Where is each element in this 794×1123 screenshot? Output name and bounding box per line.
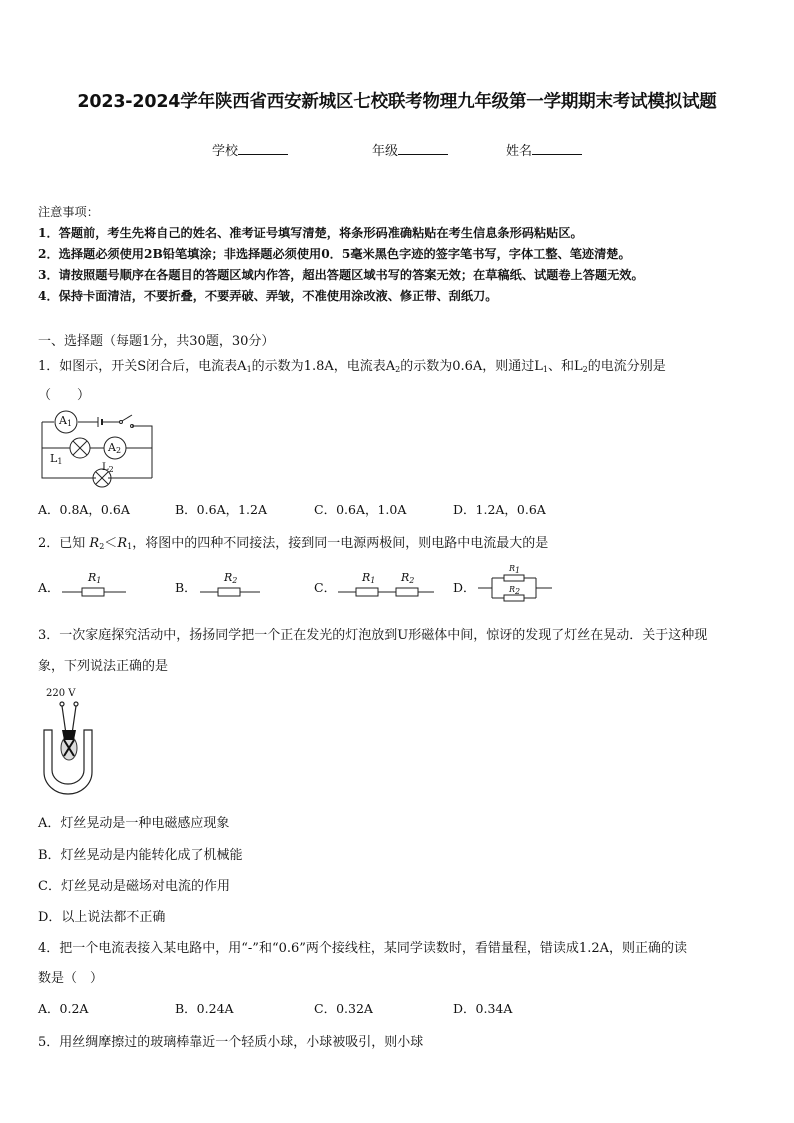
q1-option-c[interactable]: C．0.6A，1.0A: [314, 502, 407, 517]
grade-blank[interactable]: [398, 142, 448, 155]
q3-option-a[interactable]: A．灯丝晃动是一种电磁感应现象: [38, 816, 230, 831]
grade-field: [372, 140, 448, 159]
q2-option-c[interactable]: C．: [314, 580, 337, 595]
q1-option-a[interactable]: A．0.8A，0.6A: [38, 502, 130, 517]
lamp-l2-label: $L_2$: [102, 462, 114, 474]
ammeter-a1-label: $A_1$: [59, 414, 73, 428]
notice-item-3: 3．请按照题号顺序在各题目的答题区域内作答，超出答题区域书写的答案无效；在草稿纸、试题卷上答题无效。: [38, 268, 644, 282]
q4-option-c[interactable]: C．0.32A: [314, 1001, 373, 1016]
question-4-line-1: 4．把一个电流表接入某电路中，用“-”和“0.6”两个接线柱，某同学读数时，看错量程，错读成1.2A，则正确的读: [38, 941, 687, 956]
question-4-line-2: 数是（ ）: [38, 971, 104, 986]
q2-option-d[interactable]: D．: [453, 580, 476, 595]
q3-option-b[interactable]: B．灯丝晃动是内能转化成了机械能: [38, 848, 243, 863]
page-title: 2023-2024学年陕西省西安新城区七校联考物理九年级第一学期期末考试模拟试题: [77, 92, 717, 112]
ammeter-a2-label: $A_2$: [108, 441, 122, 455]
name-field: [506, 140, 582, 159]
q3-option-c[interactable]: C．灯丝晃动是磁场对电流的作用: [38, 879, 230, 894]
lamp-l1-label: $L_1$: [50, 452, 63, 466]
q4-option-d[interactable]: D．0.34A: [453, 1001, 513, 1016]
q2-resistor-diagram-c: [338, 580, 434, 600]
school-blank[interactable]: [238, 142, 288, 155]
school-label: 学校: [212, 144, 239, 159]
q2-b-r2-label: $R_2$: [224, 571, 238, 585]
q1-option-b[interactable]: B．0.6A，1.2A: [175, 502, 267, 517]
voltage-label: 220 V: [46, 688, 76, 699]
u-magnet-lamp-figure: [42, 700, 102, 796]
grade-label: 年级: [372, 144, 399, 159]
notice-item-2: 2．选择题必须使用2B铅笔填涂；非选择题必须使用0．5毫米黑色字迹的签字笔书写，字体工整、笔迹清楚。: [38, 247, 631, 261]
notice-item-1: 1．答题前，考生先将自己的姓名、准考证号填写清楚，将条形码准确粘贴在考生信息条形码粘贴区。: [38, 226, 583, 240]
question-1-circuit-diagram: [40, 408, 160, 488]
name-blank[interactable]: [532, 142, 582, 155]
q1-option-d[interactable]: D．1.2A，0.6A: [453, 502, 546, 517]
notice-heading: 注意事项：: [38, 205, 99, 219]
question-1-text: 1．如图示，开关S闭合后，电流表$A_1$的示数为1.8A，电流表$A_2$的示数为0.6A，则通过$L_1$、和$L_2$的电流分别是: [38, 359, 666, 374]
question-3-line-1: 3．一次家庭探究活动中，扬扬同学把一个正在发光的灯泡放到U形磁体中间，惊讶的发现了灯丝在晃动．关于这种现: [38, 628, 708, 643]
section-heading: 一、选择题（每题1分，共30题，30分）: [38, 334, 275, 349]
q2-d-r2-label: $R_2$: [509, 585, 521, 596]
q2-c-r1-label: $R_1$: [362, 571, 376, 585]
q3-option-d[interactable]: D．以上说法都不正确: [38, 910, 166, 925]
question-3-line-2: 象，下列说法正确的是: [38, 659, 169, 674]
name-label: 姓名: [506, 144, 533, 159]
question-2-text: 2．已知 $R_2<R_1$，将图中的四种不同接法，接到同一电源两极间，则电路中电流最大的是: [38, 536, 549, 551]
q2-c-r2-label: $R_2$: [401, 571, 415, 585]
q4-option-b[interactable]: B．0.24A: [175, 1001, 234, 1016]
q2-option-b[interactable]: B．: [175, 580, 197, 595]
q4-option-a[interactable]: A．0.2A: [38, 1001, 89, 1016]
school-field: [212, 140, 288, 159]
q2-a-r1-label: $R_1$: [88, 571, 102, 585]
question-5-line-1: 5．用丝绸摩擦过的玻璃棒靠近一个轻质小球，小球被吸引，则小球: [38, 1035, 424, 1050]
notice-item-4: 4．保持卡面清洁，不要折叠，不要弄破、弄皱，不准使用涂改液、修正带、刮纸刀。: [38, 289, 498, 303]
q2-option-a[interactable]: A．: [38, 580, 60, 595]
q2-d-r1-label: $R_1$: [509, 564, 521, 575]
question-1-paren: （ ）: [38, 388, 91, 403]
